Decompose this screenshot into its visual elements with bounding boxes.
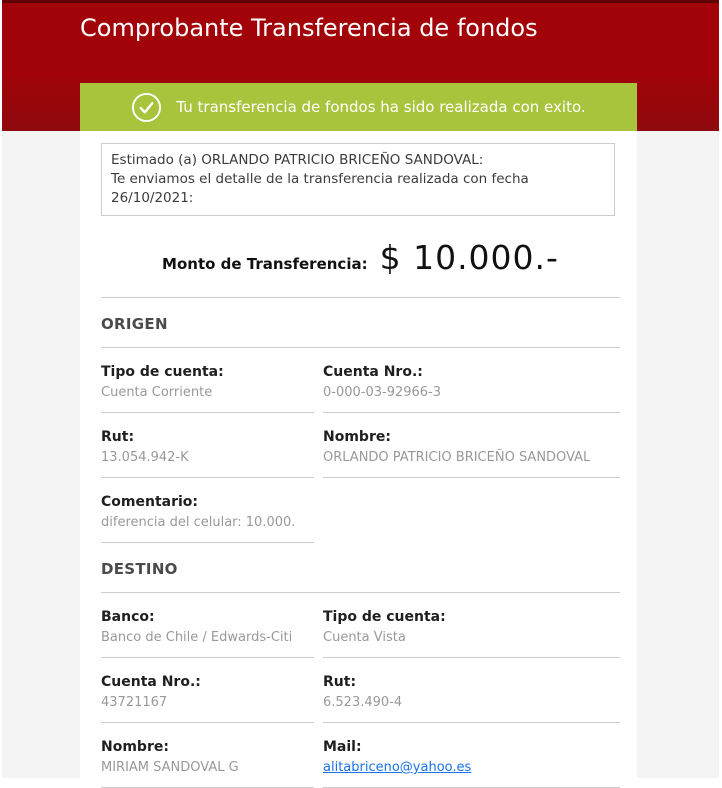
greeting-line2: Te enviamos el detalle de la transferencia realizada con fecha 26/10/2021:	[111, 171, 529, 206]
field-label: Mail:	[323, 739, 362, 755]
field-destination-nombre	[101, 723, 314, 788]
mail-link[interactable]: alitabriceno@yahoo.es	[323, 760, 472, 775]
page-title: Comprobante Transferencia de fondos	[80, 14, 538, 42]
receipt-content	[80, 131, 637, 788]
field-label: Tipo de cuenta:	[101, 364, 224, 380]
transfer-amount-value: $ 10.000.-	[379, 238, 559, 277]
field-label: Nombre:	[323, 429, 391, 445]
success-message: Tu transferencia de fondos ha sido realizada con exito.	[176, 98, 586, 116]
field-value: 6.523.490-4	[323, 695, 403, 710]
field-origin-tipo-de-cuenta	[101, 348, 314, 413]
success-banner	[80, 83, 637, 131]
destination-row-1	[101, 593, 620, 658]
destination-section	[101, 543, 620, 788]
header	[2, 0, 719, 131]
field-destination-cuenta-nro	[101, 658, 314, 723]
field-label: Tipo de cuenta:	[323, 609, 446, 625]
email-receipt	[2, 0, 719, 778]
field-label: Rut:	[101, 429, 135, 445]
transfer-amount-label: Monto de Transferencia:	[162, 255, 368, 273]
origin-section-title: ORIGEN	[101, 315, 168, 333]
check-circle-icon	[131, 92, 162, 123]
greeting-line1: Estimado (a) ORLANDO PATRICIO BRICEÑO SANDOVAL:	[111, 152, 484, 168]
field-origin-cuenta-nro	[323, 348, 620, 413]
destination-row-3	[101, 723, 620, 788]
field-label: Cuenta Nro.:	[323, 364, 423, 380]
field-label: Nombre:	[101, 739, 169, 755]
field-destination-mail	[323, 723, 620, 788]
field-value: 0-000-03-92966-3	[323, 385, 442, 400]
origin-row-2	[101, 413, 620, 478]
transfer-amount-row	[101, 238, 620, 277]
field-origin-comentario	[101, 478, 314, 543]
origin-row-3	[101, 478, 620, 543]
destination-section-title: DESTINO	[101, 560, 178, 578]
field-label: Rut:	[323, 674, 357, 690]
field-label: Banco:	[101, 609, 155, 625]
field-value: ORLANDO PATRICIO BRICEÑO SANDOVAL	[323, 450, 591, 465]
field-destination-banco	[101, 593, 314, 658]
origin-section	[101, 298, 620, 543]
field-value: Banco de Chile / Edwards-Citi	[101, 630, 293, 645]
origin-row-1	[101, 348, 620, 413]
field-label: Cuenta Nro.:	[101, 674, 201, 690]
field-value: diferencia del celular: 10.000.	[101, 515, 296, 530]
field-destination-tipo-de-cuenta	[323, 593, 620, 658]
field-value: 43721167	[101, 695, 168, 710]
field-value: Cuenta Vista	[323, 630, 406, 645]
field-label: Comentario:	[101, 494, 199, 510]
destination-row-2	[101, 658, 620, 723]
field-value: 13.054.942-K	[101, 450, 189, 465]
empty-cell	[323, 478, 620, 543]
field-value: Cuenta Corriente	[101, 385, 213, 400]
field-destination-rut	[323, 658, 620, 723]
greeting-box	[101, 143, 615, 216]
main-area	[2, 131, 719, 778]
field-value: MIRIAM SANDOVAL G	[101, 760, 239, 775]
field-origin-rut	[101, 413, 314, 478]
field-origin-nombre	[323, 413, 620, 478]
